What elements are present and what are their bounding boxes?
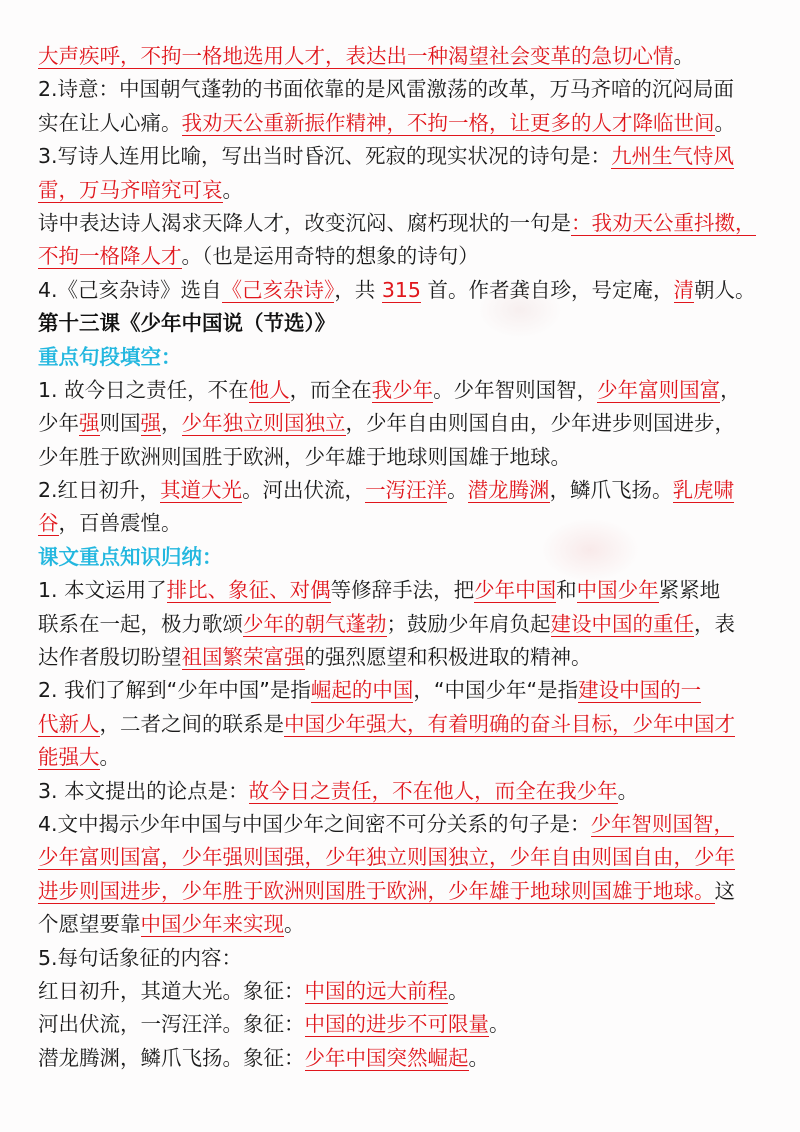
body-text: 。 (222, 177, 243, 202)
text-line (38, 674, 768, 707)
body-text: ， (161, 411, 182, 436)
body-text: ，“中国少年“是指 (413, 678, 579, 703)
body-text: 4.文中揭示少年中国与中国少年之间密不可分关系的句子是： (38, 811, 591, 836)
text-line (38, 975, 768, 1008)
text-line (38, 240, 768, 273)
text-line (38, 1042, 768, 1075)
text-line (38, 507, 768, 540)
body-text: ，少年自由则国自由，少年进步则国进步， (345, 411, 735, 436)
answer-fill: 中国少年 (576, 578, 659, 603)
body-text: 达作者殷切盼望 (38, 645, 182, 670)
text-line (38, 274, 768, 307)
text-line (38, 207, 768, 240)
body-text: 则国 (99, 411, 141, 436)
text-line (38, 107, 768, 140)
text-line (38, 474, 768, 507)
answer-fill: 中国的远大前程 (304, 978, 448, 1003)
body-text: 4.《己亥杂诗》选自 (38, 277, 222, 302)
body-text: 3.写诗人连用比喻，写出当时昏沉、死寂的现实状况的诗句是： (38, 144, 612, 169)
text-line (38, 40, 768, 73)
answer-fill: 中国少年强大，有着明确的奋斗目标，少年中国才 (284, 711, 735, 736)
body-text: ， (720, 377, 741, 402)
answer-fill: 崛起的中国 (310, 678, 414, 703)
answer-fill: 雷，万马齐喑究可哀 (38, 177, 223, 202)
body-text: ，表 (694, 611, 735, 636)
text-line (38, 541, 768, 574)
body-text: 少年胜于欧洲则国胜于欧洲，少年雄于地球则国雄于地球。 (38, 444, 571, 469)
answer-fill: 代新人 (38, 711, 100, 736)
body-text: 。（也是运用奇特的想象的诗句） (181, 244, 479, 269)
text-line (38, 708, 768, 741)
answer-fill: 进步则国进步，少年胜于欧洲则国胜于欧洲，少年雄于地球则国雄于地球。 (38, 878, 715, 903)
body-text: 。 (448, 978, 469, 1003)
body-text: 实在让人心痛。 (38, 110, 182, 135)
answer-fill: 其道大光 (160, 478, 243, 503)
body-text: 少年 (38, 411, 79, 436)
section-heading: 重点句段填空： (38, 344, 182, 369)
body-text: 的强烈愿望和积极进取的精神。 (304, 645, 592, 670)
body-text: 。 (617, 778, 639, 803)
body-text: 。少年智则国智， (433, 377, 598, 402)
text-line (38, 407, 768, 440)
body-text: 和 (556, 578, 577, 603)
text-line (38, 942, 768, 975)
body-text: 个愿望要靠 (38, 912, 141, 937)
answer-fill: 建设中国的重任 (550, 611, 694, 636)
text-line (38, 608, 768, 641)
text-line (38, 174, 768, 207)
text-line (38, 808, 768, 841)
body-text: 2. 我们了解到“少年中国”是指 (38, 678, 311, 703)
section-heading: 课文重点知识归纳： (38, 544, 223, 569)
answer-fill: 能强大 (38, 745, 100, 770)
answer-fill: 我少年 (371, 377, 434, 402)
body-text: ，共 (334, 277, 382, 302)
body-text: 首。作者龚自珍，号定庵， (420, 277, 674, 302)
text-line (38, 875, 768, 908)
answer-fill: 少年独立则国独立 (181, 411, 346, 436)
text-line (38, 841, 768, 874)
answer-fill: 祖国繁荣富强 (181, 645, 305, 670)
body-text: 河出伏流，一泻汪洋。象征： (38, 1012, 305, 1037)
answer-fill: 一泻汪洋 (365, 478, 448, 503)
body-text: 诗中表达诗人渴求天降人才，改变沉闷、腐朽现状的一句是 (38, 210, 571, 235)
body-text: 红日初升，其道大光。象征： (38, 978, 305, 1003)
answer-fill: 少年富则国富，少年强则国强，少年独立则国独立，少年自由则国自由，少年 (38, 845, 735, 870)
answer-fill: 315 (381, 277, 421, 302)
body-text: 。 (714, 110, 735, 135)
answer-fill: 排比、象征、对偶 (166, 578, 331, 603)
answer-fill: 潜龙腾渊 (467, 478, 550, 503)
text-line (38, 775, 768, 808)
text-line (38, 908, 768, 941)
answer-fill: 强 (79, 411, 100, 436)
lesson-title: 第十三课《少年中国说（节选）》 (38, 311, 336, 336)
answer-fill: 建设中国的一 (578, 678, 702, 703)
text-line (38, 140, 768, 173)
body-text: 紧紧地 (658, 578, 721, 603)
answer-fill: 少年中国突然崛起 (304, 1045, 469, 1070)
text-line (38, 73, 768, 106)
body-text: 。河出伏流， (242, 478, 366, 503)
text-line (38, 1008, 768, 1041)
body-text: 联系在一起，极力歌颂 (38, 611, 243, 636)
answer-fill: 故今日之责任，不在他人，而全在我少年 (248, 778, 618, 803)
answer-fill: 少年的朝气蓬勃 (243, 611, 387, 636)
answer-fill: 谷 (38, 511, 59, 536)
body-text: 2.诗意：中国朝气蓬勃的书面依靠的是风雷激荡的改革，万马齐喑的沉闷局面 (38, 77, 735, 102)
text-line (38, 441, 768, 474)
body-text: 。 (673, 44, 694, 68)
body-text: 。 (99, 745, 120, 770)
body-text: 1. 故今日之责任，不在 (38, 377, 249, 402)
body-text: 。 (489, 1012, 510, 1037)
body-text: ；鼓励少年肩负起 (386, 611, 551, 636)
text-line (38, 574, 768, 607)
answer-fill: 强 (140, 411, 161, 436)
body-text: ，鳞爪飞扬。 (549, 478, 673, 503)
body-text: 3. 本文提出的论点是： (38, 778, 249, 803)
answer-fill: 少年智则国智， (590, 811, 735, 836)
answer-fill: 我劝天公重新振作精神，不拘一格，让更多的人才降临世间 (181, 110, 715, 135)
body-text: 这 (714, 878, 735, 903)
body-text: 。 (284, 912, 305, 937)
body-text: 朝人。 (694, 277, 756, 302)
body-text: 。 (447, 478, 468, 503)
answer-fill: 清 (673, 277, 694, 302)
body-text: ，二者之间的联系是 (99, 711, 284, 736)
body-text: ，百兽震惶。 (58, 511, 182, 536)
body-text: 潜龙腾渊，鳞爪飞扬。象征： (38, 1045, 305, 1070)
text-line (38, 341, 768, 374)
text-line (38, 641, 768, 674)
body-text: 。 (468, 1045, 489, 1070)
body-text: 5.每句话象征的内容： (38, 945, 243, 970)
text-line (38, 374, 768, 407)
answer-fill: 少年中国 (474, 578, 557, 603)
body-text: 2.红日初升， (38, 478, 161, 503)
text-line (38, 307, 768, 340)
answer-fill: ：我劝天公重抖擞， (571, 210, 756, 235)
body-text: ，而全在 (289, 377, 372, 402)
answer-fill: 不拘一格降人才 (38, 244, 182, 269)
answer-fill: 大声疾呼，不拘一格地选用人才，表达出一种渴望社会变革的急切心情 (38, 44, 674, 68)
answer-fill: 少年富则国富 (597, 377, 721, 402)
answer-fill: 他人 (248, 377, 290, 402)
answer-fill: 《己亥杂诗》 (221, 277, 335, 302)
body-text: 1. 本文运用了 (38, 578, 167, 603)
answer-fill: 中国少年来实现 (140, 912, 284, 937)
answer-fill: 中国的进步不可限量 (304, 1012, 489, 1037)
answer-fill: 九州生气恃风 (611, 144, 735, 169)
answer-fill: 乳虎啸 (672, 478, 735, 503)
study-notes-body (38, 40, 768, 1075)
body-text: 等修辞手法，把 (330, 578, 475, 603)
text-line (38, 741, 768, 774)
